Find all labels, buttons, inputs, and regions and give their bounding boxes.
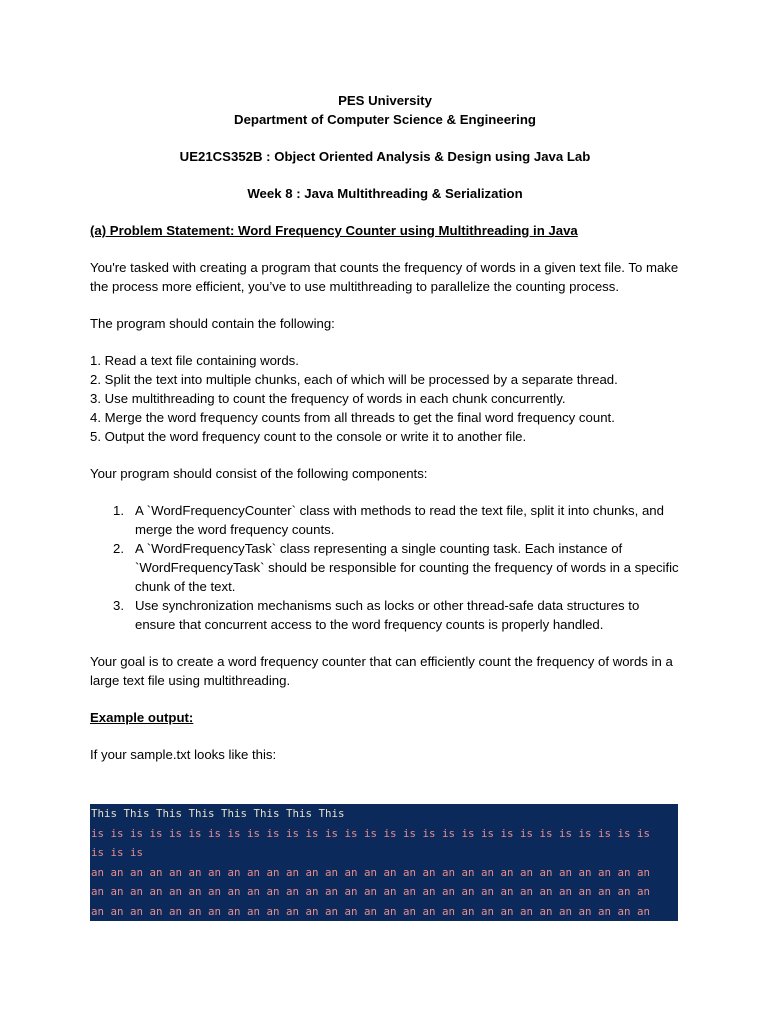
problem-intro: You're tasked with creating a program that counts the frequency of words in a given text file. To make the process more efficient, you’ve to use multithreading to parallelize the counting process.	[90, 260, 679, 294]
goal-text: Your goal is to create a word frequency counter that can efficiently count the frequency of words in a large text file using multithreading.	[90, 654, 673, 688]
component-number: 3.	[113, 598, 124, 613]
course-title: UE21CS352B : Object Oriented Analysis & Design using Java Lab	[179, 149, 591, 164]
step-item: 2. Split the text into multiple chunks, each of which will be processed by a separate thread.	[90, 372, 618, 387]
department-title: Department of Computer Science & Engineering	[234, 112, 536, 127]
sample-label: If your sample.txt looks like this:	[90, 747, 277, 762]
code-line: an an an an an an an an an an an an an an an an an an an an an an an an an an an an an	[91, 885, 651, 898]
component-number: 1.	[113, 503, 124, 518]
contains-label: The program should contain the following:	[90, 316, 335, 331]
component-text: A `WordFrequencyTask` class representing a single counting task. Each instance of `WordFrequencyTask` should be responsible for counting the frequency of words in a specific chunk of the text.	[135, 541, 679, 594]
week-title: Week 8 : Java Multithreading & Serialization	[247, 186, 523, 201]
code-line: is is is	[91, 846, 144, 859]
step-item: 4. Merge the word frequency counts from all threads to get the final word frequency count.	[90, 410, 615, 425]
problem-heading: (a) Problem Statement: Word Frequency Counter using Multithreading in Java	[90, 223, 578, 238]
code-line: is is is is is is is is is is is is is is is is is is is is is is is is is is is is is	[91, 826, 651, 840]
step-item: 1. Read a text file containing words.	[90, 353, 299, 368]
code-line: This This This This This This This This	[91, 807, 345, 820]
component-text: A `WordFrequencyCounter` class with methods to read the text file, split it into chunks, and merge the word frequency counts.	[135, 503, 664, 537]
sample-code-block	[90, 804, 678, 921]
components-list	[90, 501, 680, 634]
component-text: Use synchronization mechanisms such as locks or other thread-safe data structures to ensure that concurrent access to the word frequency counts is properly handled.	[135, 598, 640, 632]
component-item	[90, 501, 680, 539]
step-item: 3. Use multithreading to count the frequency of words in each chunk concurrently.	[90, 391, 566, 406]
component-number: 2.	[113, 541, 124, 556]
steps-list	[90, 351, 680, 446]
component-item	[90, 539, 680, 596]
code-line: an an an an an an an an an an an an an an an an an an an an an an an an an an an an an	[91, 904, 651, 918]
step-item: 5. Output the word frequency count to the console or write it to another file.	[90, 429, 527, 444]
component-item	[90, 596, 680, 634]
university-title: PES University	[338, 93, 432, 108]
document-body	[90, 91, 680, 764]
example-heading: Example output:	[90, 710, 194, 725]
components-label: Your program should consist of the following components:	[90, 466, 428, 481]
code-line: an an an an an an an an an an an an an an an an an an an an an an an an an an an an an	[91, 865, 651, 879]
